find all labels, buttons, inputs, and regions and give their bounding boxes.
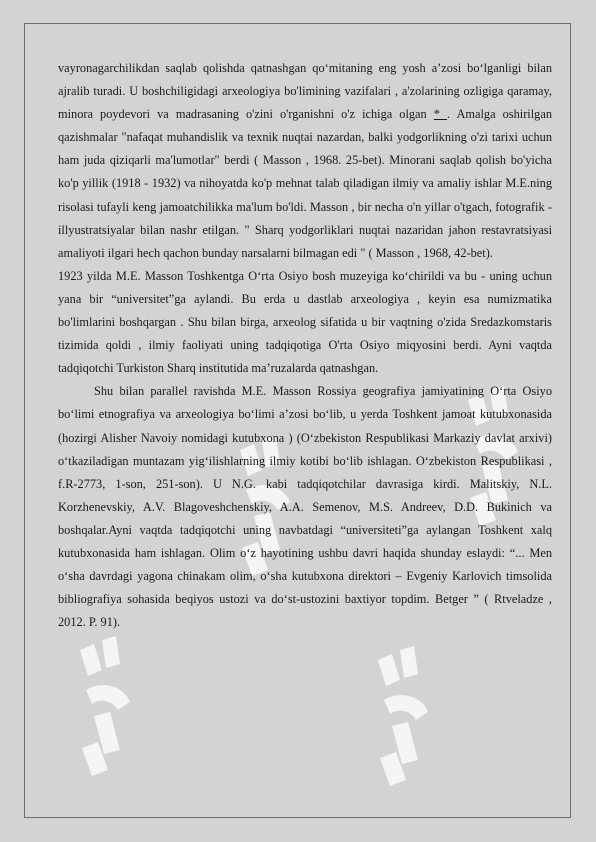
paragraph-continuation (58, 57, 552, 265)
paragraph-text: vayronagarchilikdan saqlab qolishda qatnashgan qo‘mitaning eng yosh a’zosi bo‘lganligi bilan ajralib turadi. U boshchiligidagi arxeologiya bo'limining vazifalari , a'zolarining ozligiga qaramay, minora poydevori va madrasaning o'zini o'rganishni o'z ichiga olgan (58, 61, 552, 122)
watermark-icon (370, 640, 440, 790)
paragraph: 1923 yilda M.E. Masson Toshkentga O‘rta Osiyo bosh muzeyiga ko‘chirildi va bu - uning uchun yana bir “universitet”ga aylandi. Bu erda u dastlab arxeologiya , keyin esa numizmatika bo'limlarini boshqargan . Shu bilan birga, arxeolog sifatida u bir vaqtning o'zida Sredazkomstaris tizimida qoldi , ilmiy faoliyati uning tadqiqotiga O'rta Osiyo miqyosini berdi. Ayni vaqtda tadqiqotchi Turkiston Sharq institutida ma’ruzalarda qatnashgan. (58, 268, 552, 376)
watermark-logo (72, 630, 142, 780)
paragraph-text: . Amalga oshirilgan qazishmalar "nafaqat muhandislik va texnik nuqtai nazardan, balki yodgorlikning o'zi tarixi uchun ham juda qiziqarli ma'lumotlar" berdi ( Masson , 1968. 25-bet). Minorani saqlab qolish bo'yicha ko'p yillik (1918 - 1932) va nihoyatda ko'p mehnat talab qiladigan ilmiy va amaliy ishlar M.E.ning risolasi tufayli keng jamoatchilikka ma'lum bo'ldi. Masson , bir necha o'n yillar o'tgach, fotografik - illyustratsiyalar bilan nashr etilgan. " Sharq yodgorliklari nuqtai nazaridan jahon restavratsiyasi amaliyoti ilgari hech qachon bunday narsalarni bilmagan edi " ( Masson , 1968, 42-bet). (58, 107, 552, 260)
paragraph: Shu bilan parallel ravishda M.E. Masson Rossiya geografiya jamiyatining O‘rta Osiyo bo‘limi etnografiya va arxeologiya bo‘limi a’zosi bo‘lib, u yerda Toshkent jamoat kutubxonasida (hozirgi Alisher Navoiy nomidagi kutubxona ) (O‘zbekiston Respublikasi Markaziy davlat arxivi) o‘tkaziladigan muntazam yig‘ilishlarning ilmiy kotibi bo‘lib ishlagan. O‘zbekiston Respublikasi , f.R-2773, 1-son, 251-son). U N.G. kabi tadqiqotchilar davrasiga kirdi. Malitskiy, N.L. Korzhenevskiy, A.V. Blagoveshchenskiy, A.A. Semenov, M.S. Andreev, D.D. Bukinich va boshqalar.Ayni vaqtda tadqiqotchi uning navbatdagi “universiteti”ga aylangan Toshkent xalq kutubxonasida ham ishlagan. Olim o‘z hayotining ushbu davri haqida shunday eslaydi: “... Men o‘sha davrdagi yagona chinakam olim, o‘sha kutubxona direktori – Evgeniy Karlovich timsolida bibliografiya sohasida beqiyos ustozi va do‘st-ustozini baxtiyor topdim. Betger ” ( Rtveladze , 2012. P. 91). (58, 384, 552, 630)
document-body (58, 57, 552, 634)
footnote-marker[interactable]: * (433, 107, 448, 122)
watermark-logo (370, 640, 440, 790)
watermark-icon (72, 630, 142, 780)
